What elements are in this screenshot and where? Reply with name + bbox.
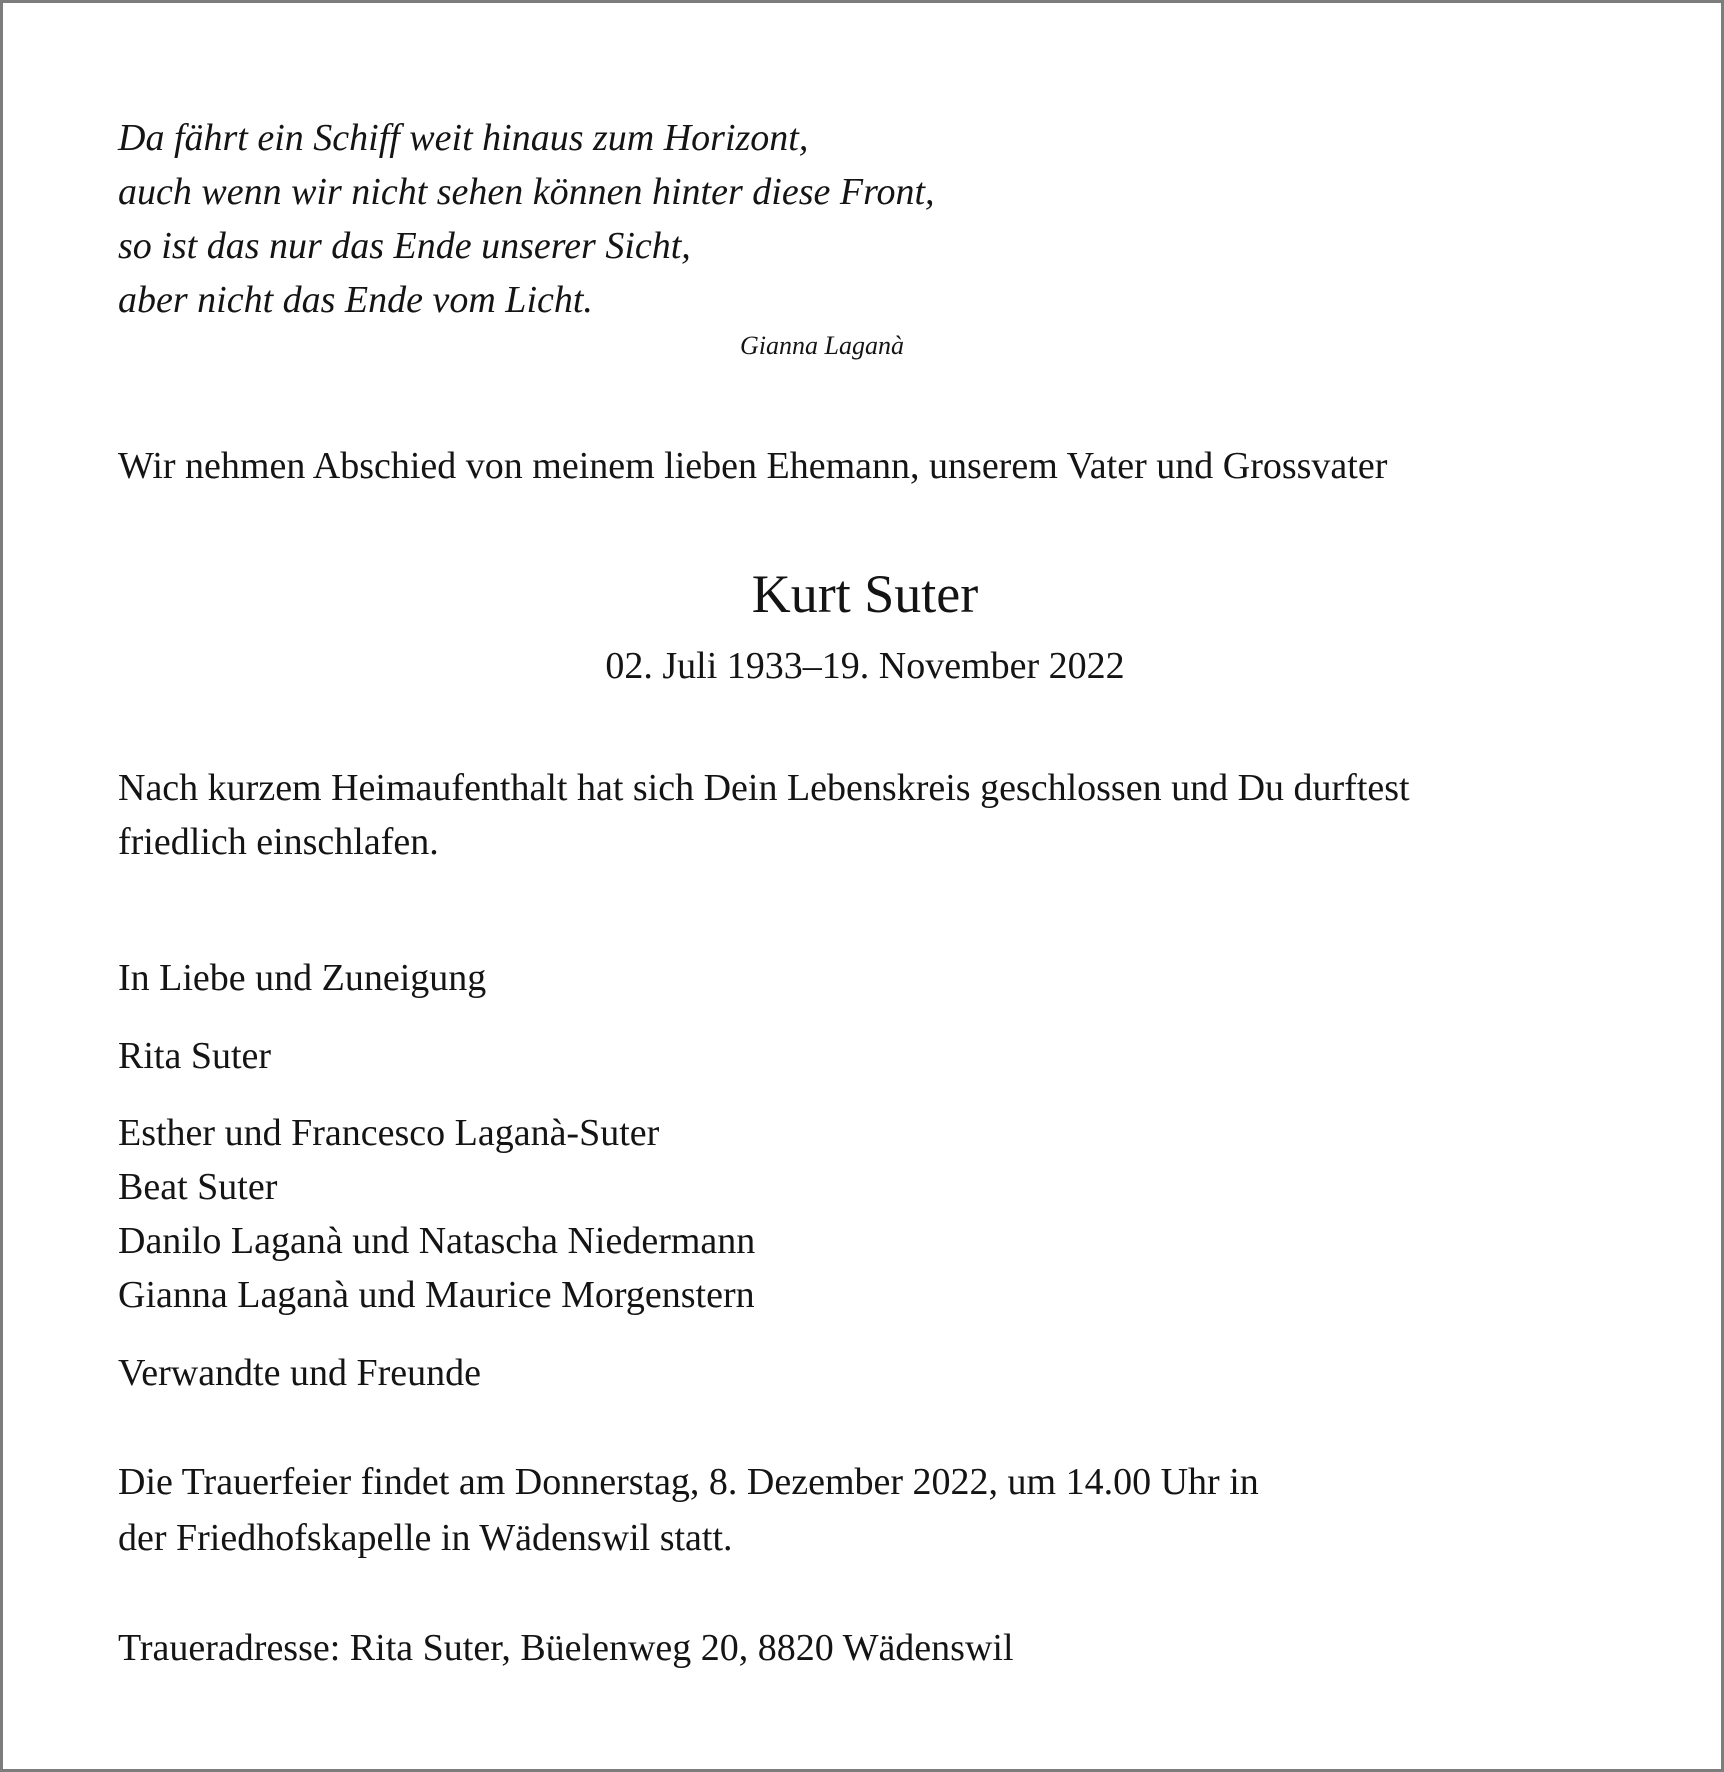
ceremony-line: der Friedhofskapelle in Wädenswil statt. [118, 1517, 733, 1559]
intro-text: Wir nehmen Abschied von meinem lieben Ehemann, unserem Vater und Grossvater [118, 445, 1388, 487]
poem-line: aber nicht das Ende vom Licht. [118, 279, 593, 321]
mourning-address: Traueradresse: Rita Suter, Büelenweg 20, 8820 Wädenswil [118, 1627, 1014, 1669]
poem [118, 111, 935, 327]
mourner-family: Gianna Laganà und Maurice Morgenstern [118, 1274, 755, 1316]
mourner-family: Danilo Laganà und Natascha Niedermann [118, 1220, 756, 1262]
mourner-family: Beat Suter [118, 1166, 278, 1208]
message-line: friedlich einschlafen. [118, 821, 439, 863]
poem-line: Da fährt ein Schiff weit hinaus zum Horizont, [118, 117, 809, 159]
mourner-spouse: Rita Suter [118, 1035, 272, 1077]
poem-line: so ist das nur das Ende unserer Sicht, [118, 225, 691, 267]
life-dates: 02. Juli 1933–19. November 2022 [605, 645, 1125, 687]
mourner-family: Esther und Francesco Laganà-Suter [118, 1112, 660, 1154]
mourner-others: Verwandte und Freunde [118, 1352, 482, 1394]
deceased-name: Kurt Suter [751, 564, 979, 624]
closing-text: In Liebe und Zuneigung [118, 957, 487, 999]
poem-author: Gianna Laganà [740, 331, 904, 360]
message-line: Nach kurzem Heimaufenthalt hat sich Dein Lebenskreis geschlossen und Du durftest [118, 767, 1410, 809]
ceremony-line: Die Trauerfeier findet am Donnerstag, 8. Dezember 2022, um 14.00 Uhr in [118, 1461, 1259, 1503]
poem-line: auch wenn wir nicht sehen können hinter diese Front, [118, 171, 935, 213]
